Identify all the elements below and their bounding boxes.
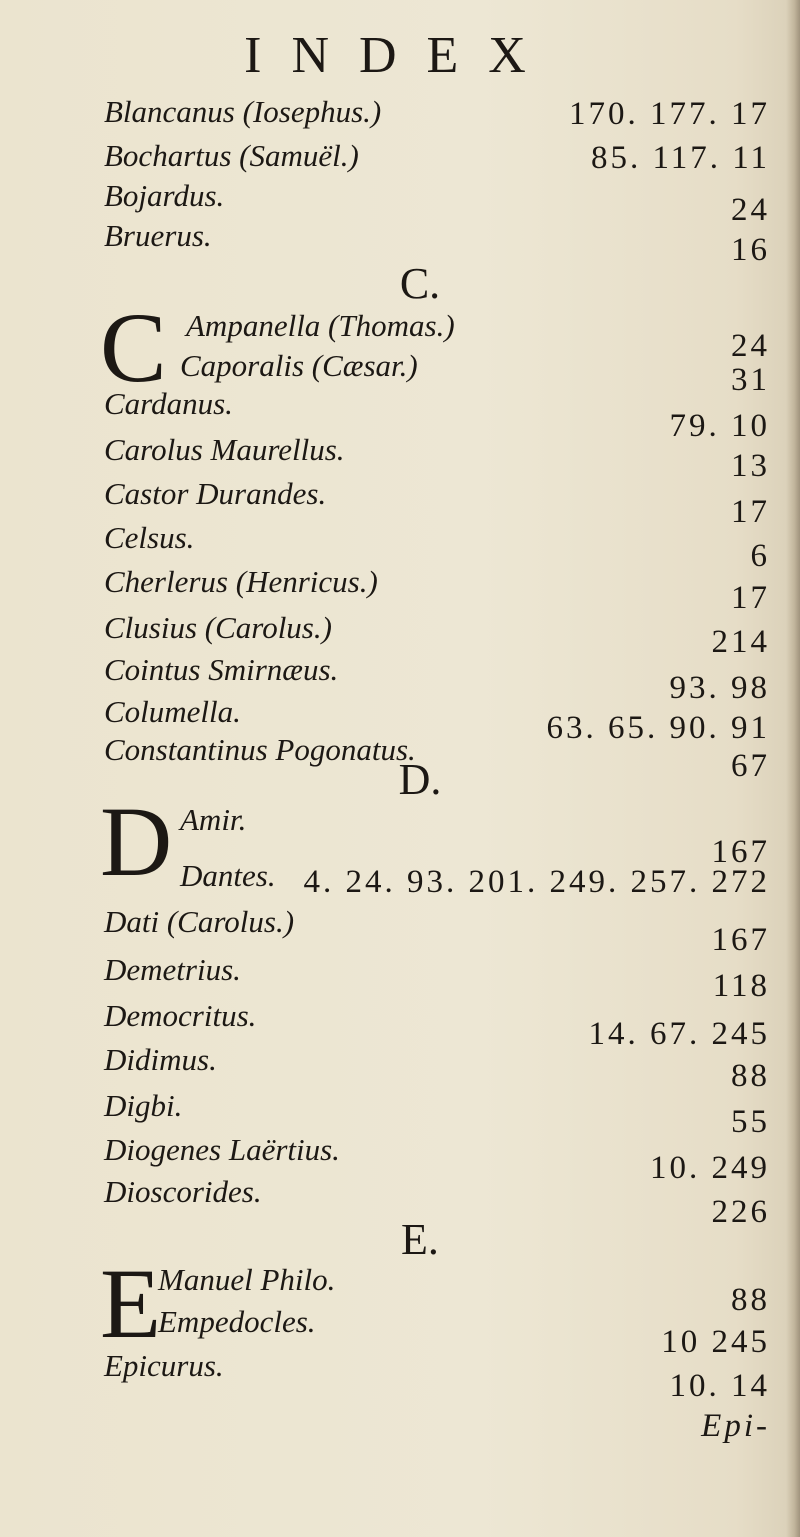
index-entry [0,1086,800,1140]
entry-pages: 118 [712,968,770,1004]
index-entry [0,902,800,958]
index-entry [0,562,800,616]
entry-pages: 16 [731,232,770,268]
drop-cap-c: C [100,292,167,403]
entry-name: Clusius (Carolus.) [104,610,332,645]
entry-name: Constantinus Pogonatus. [104,732,416,767]
index-entry [0,384,800,444]
entry-pages: 88 [731,1282,770,1318]
entry-name: Digbi. [104,1088,183,1123]
entry-name: Democritus. [104,998,257,1033]
index-entry [0,92,800,140]
entry-name: Bojardus. [104,178,225,213]
index-entry [0,1346,800,1404]
entry-pages: 167 [711,922,770,958]
entry-name: Bochartus (Samuël.) [104,138,359,173]
entry-name: Amir. [180,802,247,837]
entry-pages: 226 [711,1194,770,1230]
drop-cap-e: E [100,1248,162,1359]
index-entry [0,856,800,904]
entry-pages: 170. 177. 17 [569,96,770,132]
entry-pages: 24 [731,192,770,228]
entry-name: Blancanus (Iosephus.) [104,94,382,129]
entry-name: Celsus. [104,520,195,555]
index-entry [0,950,800,1004]
entry-pages: 10. 249 [650,1150,770,1186]
drop-cap-d: D [100,786,173,897]
entry-name: Dantes. [180,858,276,893]
index-entry [0,1172,800,1230]
index-entry [0,1130,800,1186]
entry-pages: 10 245 [661,1324,770,1360]
index-entry [0,996,800,1052]
entry-pages: 6 [750,538,770,574]
index-entry [0,1302,800,1360]
entry-pages: 55 [731,1104,770,1140]
entry-pages: 214 [711,624,770,660]
entry-pages: 17 [731,580,770,616]
entry-pages: 4. 24. 93. 201. 249. 257. 272 [303,864,770,900]
catchword: Epi- [701,1408,770,1444]
entry-pages: 67 [731,748,770,784]
index-entry [0,216,800,268]
entry-name: Bruerus. [104,218,212,253]
index-entry [0,1040,800,1094]
section-heading-e: E. [401,1215,439,1264]
entry-pages: 93. 98 [669,670,770,706]
index-entry [0,430,800,484]
entry-name: Empedocles. [158,1304,316,1339]
entry-pages: 63. 65. 90. 91 [546,710,770,746]
entry-name: Dati (Carolus.) [104,904,295,939]
index-entry [0,800,800,870]
section-heading-d: D. [398,755,442,804]
page-title: INDEX [244,27,556,84]
entry-pages: 85. 117. 11 [590,140,770,176]
entry-name: Columella. [104,694,241,729]
entry-name: Diogenes Laërtius. [104,1132,340,1167]
entry-pages: 31 [731,362,770,398]
entry-name: Castor Durandes. [104,476,327,511]
entry-name: Didimus. [104,1042,217,1077]
section-heading-c: C. [399,259,441,308]
entry-name: Carolus Maurellus. [104,432,345,467]
entry-pages: 79. 10 [669,408,770,444]
entry-pages: 88 [731,1058,770,1094]
catchword-line [0,1404,800,1452]
index-entry [0,608,800,660]
entry-name: Cherlerus (Henricus.) [104,564,378,599]
entry-pages: 167 [711,834,770,870]
entry-pages: 24 [731,328,770,364]
entry-name: Cointus Smirnæus. [104,652,339,687]
index-entry [0,1260,800,1318]
entry-name: Manuel Philo. [158,1262,336,1297]
index-entry [0,518,800,574]
entry-name: Dioscorides. [104,1174,262,1209]
index-entry [0,474,800,530]
entry-pages: 17 [731,494,770,530]
entry-pages: 13 [731,448,770,484]
entry-pages: 10. 14 [669,1368,770,1404]
index-entry [0,650,800,706]
entry-name: Ampanella (Thomas.) [186,308,455,343]
entry-name: Cardanus. [104,386,233,421]
entry-name: Caporalis (Cæsar.) [180,348,418,383]
entry-name: Epicurus. [104,1348,224,1383]
entry-name: Demetrius. [104,952,241,987]
entry-pages: 14. 67. 245 [588,1016,770,1052]
